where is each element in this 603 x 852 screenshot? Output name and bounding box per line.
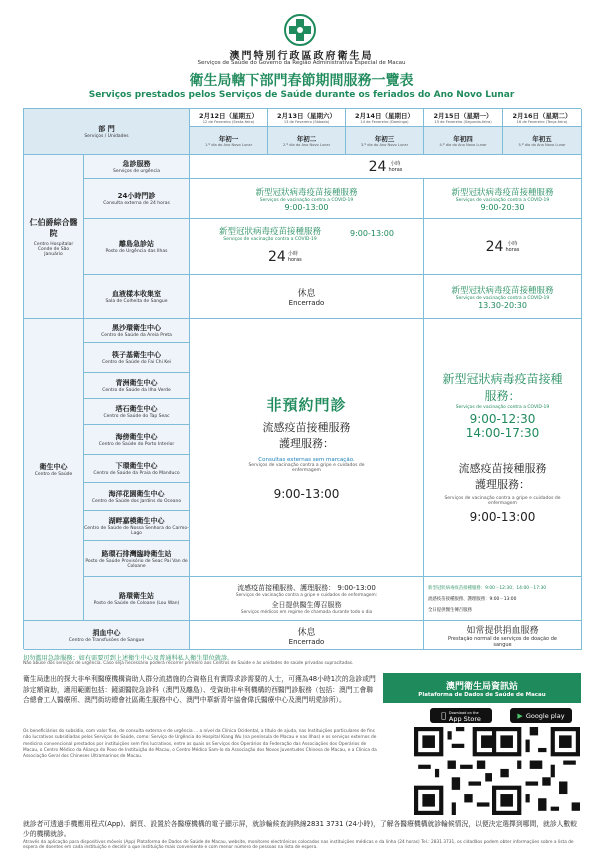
apple-icon: [441, 711, 446, 720]
app-store-small-label: Download on the: [446, 710, 477, 715]
health-centre-zh: 衛生中心: [39, 463, 68, 471]
unit-name-zh: 塔石衛生中心: [115, 405, 158, 413]
date-label: 2月13日（星期六）: [276, 112, 337, 120]
google-play-qr-code[interactable]: [492, 727, 580, 815]
hc-unit: [84, 425, 190, 455]
unit-urgency: [84, 155, 190, 179]
date-header: [424, 109, 503, 127]
dept-header-pt: Serviços / Unidades: [84, 134, 129, 139]
date-header: [190, 109, 268, 127]
date-label: 2月12日（星期五）: [198, 112, 259, 120]
date-header: [346, 109, 424, 127]
nurse-label: 護理服務：: [279, 437, 334, 450]
hours-unit-pt: horas: [388, 166, 403, 173]
hc-unit: [84, 399, 190, 425]
covid-vac-label-pt: Serviços de vacinação contra a COVID-19: [455, 197, 550, 203]
covid-vac-label-pt: Serviços de vacinação contra a COVID-19: [259, 197, 354, 203]
unit-name-zh: 湖畔嘉模衛生中心: [108, 516, 165, 525]
unit-name-zh: 路環石排灣臨時衛生站: [101, 549, 172, 558]
coloane-service-label-pt: Serviços de vacinação contra a gripe e cuidados de enfermagem:: [235, 592, 378, 598]
closed-label-pt: Encerrado: [288, 299, 325, 307]
lunar-day-label-pt: 1.º dia do Ano Novo Lunar: [204, 143, 253, 147]
covid-vac-label-pt: Serviços de vacinação contra a COVID-19: [223, 237, 317, 242]
subsidy-paragraph-zh: 衛生局進出的探大非牟利醫療機構資助人群分流措施的合資格且有實際求診需要的人士，可獲為48小時1次的急診或門診定額資助，適用範圍包括：鏡湖醫院急診科（澳門及離島）、受資助非牟利機構的西醫門診服務（包括：澳門工會聯合總會工人醫療所、澳門街坊總會社區衛生服務中心、澳門中華新青年協會偉氏醫療中心及澳門明愛診所）。: [23, 675, 376, 704]
google-play-label: Google play: [525, 711, 565, 720]
health-centre-pt: Centro de Saúde: [34, 472, 73, 477]
lunar-day-label-pt: 3.º dia do Ano Novo Lunar: [360, 143, 409, 147]
blood-centre-normal: [424, 621, 582, 650]
date-label-pt: 16 de Fevereiro (Terça-feira): [516, 120, 568, 124]
blood-normal-label-pt: Prestação normal de serviços de doação de sangue: [448, 635, 557, 648]
date-label-pt: 15 de Fevereiro (Segunda-feira): [434, 120, 492, 124]
unit-name-pt: Centro de Saúde do Fai Chi Kei: [101, 360, 172, 365]
flu-nurse-label: 流感疫苗接種服務: [458, 462, 547, 475]
lunar-day-label-pt: 2.º dia do Ano Novo Lunar: [282, 143, 331, 147]
platform-title-pt: Plataforma de Dados de Saúde de Macau: [418, 691, 546, 698]
lunar-day-header: [268, 127, 346, 155]
lunar-day-label-pt: 5.º dia do Ano Novo Lunar: [518, 143, 566, 147]
unit-name-pt: Centro de Saúde da Areia Preta: [101, 333, 172, 338]
org-name-pt: Serviços de Saúde do Governo da Região Administrativa Especial de Macau: [197, 60, 406, 66]
closed-label: 休息: [297, 627, 316, 638]
lunar-day-label: 年初一: [218, 135, 239, 143]
lunar-day-header: [346, 127, 424, 155]
hc-unit: [84, 373, 190, 399]
unit-name-zh: 筷子基衛生中心: [112, 351, 161, 359]
unit-islands-urgency: [84, 219, 190, 275]
unit-name-pt: Centro de Saúde do Porto Interior: [98, 442, 175, 447]
hours-unit-zh: 小時: [390, 160, 401, 167]
unit-blood-sample: [84, 275, 190, 319]
doctor-call-label-pt: Serviços médicos em regime de chamada durante todo o dia: [240, 609, 373, 615]
covid-time-pm: 14:00-17:30: [465, 426, 540, 440]
walkin-label: 非預約門診: [266, 396, 347, 414]
lunar-day-label: 年初五: [532, 135, 552, 143]
covid-vac-label-pt: Serviços de vacinação contra a COVID-19: [455, 405, 550, 410]
date-label: 2月16日（星期二）: [512, 112, 572, 120]
date-header: [503, 109, 582, 127]
subsidy-paragraph-pt: Os beneficiários do subsídio, com valor fixo, de consulta externa e de urgência ... a nível da Clínica Ocidental, a título de ajuda, nas Instituições particulares de fins não lucrativos subsidiadas pelos Serviços de Saúde, como: Serviço de Urgência do Hospital Kiang Wu (na península de Macau e nas Ilhas) e os serviços externos de medicina convencional prestados por instituições sem fins lucrativos, entre as quais os Serviços dos Operários da Federação das Associações dos Operários de Macau, o Centro Médico da Aliança do Povo de Instituição de Macau, o Centro Médico Sam-lo da Associação dos Novos Juventudes Chinesa de Macau, e a Clínica da Associação Geral dos Chineses Ultramarinos de Macau.: [23, 729, 377, 760]
org-name-zh: 澳門特別行政區政府衛生局: [229, 51, 374, 62]
dept-header-zh: 部 門: [98, 125, 115, 133]
lunar-day-label: 年初四: [453, 135, 473, 143]
hc-unit: [84, 319, 190, 343]
covid-time-am: 9:00-12:30: [469, 412, 536, 426]
hospital-name-zh: 仁伯爵綜合醫院: [29, 217, 78, 238]
hours-number: 24: [485, 238, 504, 255]
dept-header: [24, 109, 190, 155]
covid-vac-time: 9:00-13:00: [350, 229, 394, 238]
closed-label-pt: Encerrado: [288, 637, 325, 646]
walkin-label-pt: Consultas externas sem marcação.: [258, 457, 355, 463]
flu-nurse-time: 9:00-13:00: [469, 510, 536, 524]
flu-nurse-label-pt: Serviços de vacinação contra a gripe e cuidados de enfermagem: [248, 463, 365, 473]
unit-name-zh: 路環衛生站: [119, 592, 154, 600]
date-header: [268, 109, 346, 127]
unit-name-pt: Centro de Saúde da Praia do Manduco: [93, 471, 180, 476]
coloane-doctor-line: 全日提供醫生傳召服務: [428, 607, 472, 613]
covid-vac-label: 新型冠狀病毒疫苗接種服務: [451, 285, 554, 296]
hours-unit-pt: horas: [287, 257, 302, 263]
app-store-button[interactable]: [430, 708, 492, 723]
hc-unit: [84, 541, 190, 577]
covid-big-label: 新型冠狀病毒疫苗接種服務：: [442, 372, 563, 403]
service-table: [23, 108, 581, 649]
health-bureau-logo: [283, 13, 317, 47]
lunar-day-label-pt: 4.º dia do Ano Novo Lunar: [439, 143, 487, 147]
covid-vac-time: 13.30-20:30: [478, 300, 527, 310]
urgency-note-pt: Não abuse dos serviços de urgência. Caso seja necessário poderá recorrer primeiro aos Centros de Saúde e às unidades de saúde privadas supracitadas.: [23, 661, 354, 666]
unit-name-pt: Centro de Saúde de Nossa Senhora do Carmo-Lago: [84, 525, 189, 536]
unit-name-pt: Posto de Urgência das Ilhas: [105, 249, 168, 254]
date-label-pt: 12 de Fevereiro (Sexta-feira): [202, 120, 255, 124]
unit-name-pt: Posto de Saúde de Coloane (Lou Wan): [93, 601, 180, 606]
waiting-info-zh: 就診者可透過手機應用程式(App)、網頁、設置於各醫療機構的電子顯示屏，就診輪候查詢熱線2831 3731 (24小時)，了解各醫療機構就診輪候情況，以便決定選擇到哪間，就診人數較少的機構就診。: [23, 820, 578, 838]
blood-centre-label: [24, 621, 190, 650]
unit-name-zh: 急診服務: [122, 160, 151, 168]
covid-vac-slot-a: [190, 179, 424, 219]
hc-covid-block: [424, 319, 582, 577]
islands-schedule-b: [424, 219, 582, 275]
hours-unit-pt: horas: [505, 246, 520, 253]
unit-name-zh: 離島急診站: [119, 240, 154, 248]
unit-name-pt: Serviços de urgência: [112, 169, 161, 174]
coloane-covid-line: 新型冠狀病毒疫苗接種服務：9:00－12:30；14:00－17:30: [428, 585, 547, 591]
unit-name-pt: Centro de Saúde dos Jardins do Oceano: [91, 499, 182, 504]
nurse-label: 護理服務：: [475, 478, 530, 491]
urgency-note-zh: 切勿濫用急診服務；如有需要可到上述衛生中心及普通科私人衛生單位就診。: [23, 655, 234, 662]
lunar-day-header: [424, 127, 503, 155]
coloane-service-label: 流感疫苗接種服務、護理服務：: [237, 583, 336, 592]
platform-title-zh: 澳門衛生局資訊站: [445, 681, 518, 692]
hospital-group-label: [24, 155, 84, 319]
unit-name-pt: Centro de Saúde da Ilha Verde: [102, 388, 171, 393]
hours-number: 24: [268, 249, 286, 265]
lunar-day-label: 年初二: [296, 135, 317, 143]
lunar-day-label: 年初三: [374, 135, 395, 143]
date-label-pt: 14 de Fevereiro (Domingo): [360, 120, 409, 124]
covid-vac-label: 新型冠狀病毒疫苗接種服務: [255, 187, 358, 198]
coloane-service-time: 9:00-13:00: [337, 583, 376, 592]
hours-unit-zh: 小時: [287, 251, 298, 257]
unit-name-zh: 青洲衛生中心: [115, 379, 158, 387]
hc-unit: [84, 455, 190, 483]
hours-number: 24: [368, 158, 387, 175]
hospital-name-pt: Centro Hospitalar Conde de São Januário: [33, 241, 74, 257]
unit-name-zh: 黑沙環衛生中心: [112, 324, 161, 332]
covid-vac-label-pt: Serviços de vacinação contra a COVID-19: [455, 295, 550, 301]
platform-banner: [383, 673, 581, 703]
blood-centre-closed: [190, 621, 424, 650]
hc-unit: [84, 511, 190, 541]
hours-unit-zh: 小時: [507, 240, 518, 247]
blood-sample-vac: [424, 275, 582, 319]
google-play-button[interactable]: [510, 708, 572, 723]
blood-centre-pt: Centro de Transfusões de Sangue: [68, 637, 145, 643]
date-label: 2月15日（星期一）: [433, 112, 493, 120]
unit-name-zh: 海洋花園衛生中心: [108, 490, 165, 498]
hc-unit: [84, 343, 190, 373]
unit-name-pt: Consulta externa de 24 horas: [103, 201, 170, 206]
unit-name-pt: Centro de Saúde do Tap Seac: [103, 414, 170, 419]
covid-vac-time: 9:00-20:30: [480, 202, 525, 212]
islands-schedule-a: [190, 219, 424, 275]
covid-vac-slot-b: [424, 179, 582, 219]
flu-nurse-label-pt: Serviços de vacinação contra a gripe e cuidados de enfermagem: [444, 496, 561, 506]
page-title-pt: Serviços prestados pelos Serviços de Saúde durante os feriados do Ano Novo Lunar: [88, 90, 515, 100]
coloane-flu-line: 流感疫苗接種服務、護理服務：9:00－13:00: [428, 596, 517, 602]
covid-vac-label: 新型冠狀病毒疫苗接種服務: [218, 227, 321, 237]
lunar-day-header: [190, 127, 268, 155]
urgency-hours: [190, 155, 582, 179]
health-centre-group-label: [24, 319, 84, 621]
unit-name-zh: 24小時門診: [117, 192, 156, 200]
app-store-qr-code[interactable]: [414, 727, 502, 815]
coloane-schedule-b: [424, 577, 582, 621]
blood-normal-label: 如常提供捐血服務: [466, 625, 539, 636]
unit-name-pt: Sala de Colheita de Sangue: [105, 299, 168, 304]
coloane-schedule-a: [190, 577, 424, 621]
date-label: 2月14日（星期日）: [354, 112, 415, 120]
closed-label: 休息: [297, 289, 316, 299]
hc-walkin-block: [190, 319, 424, 577]
doctor-call-label: 全日提供醫生傳召服務: [271, 600, 342, 609]
hc-unit: [84, 483, 190, 511]
app-store-label: App Store: [446, 714, 479, 723]
flu-nurse-label: 流感疫苗接種服務: [262, 421, 351, 434]
page-title-zh: 衛生局轄下部門春節期間服務一覽表: [189, 73, 414, 89]
lunar-day-header: [503, 127, 582, 155]
walkin-time: 9:00-13:00: [273, 487, 340, 501]
unit-name-pt: Posto de Saúde Provisório de Seac Pai Van de Coloane: [85, 558, 188, 569]
hc-unit: [84, 577, 190, 621]
unit-24h-clinic: [84, 179, 190, 219]
unit-name-zh: 下環衛生中心: [115, 462, 158, 470]
covid-vac-time: 9:00-13:00: [284, 202, 329, 212]
covid-vac-label: 新型冠狀病毒疫苗接種服務: [451, 187, 554, 198]
play-icon: ▶: [517, 711, 523, 720]
waiting-info-pt: Através da aplicação para dispositivos móveis (App) Plataforma de Dados de Saúde de Macau, website, monitores electrónicos colocados nas instituições médicas e da linha (24 horas) Tel.: 2831 3731, os cidadãos podem obter informações sobre a lista de espera de doentes em cada instituição e decidir a que instituição mais conveniente e com menor número de pessoas na lista de espera.: [23, 840, 574, 850]
unit-name-zh: 血液樣本收集室: [112, 290, 161, 298]
blood-centre-zh: 捐血中心: [92, 628, 121, 637]
unit-name-zh: 海傍衛生中心: [115, 433, 158, 441]
date-label-pt: 13 de Fevereiro (Sábado): [283, 120, 330, 124]
blood-sample-closed: [190, 275, 424, 319]
